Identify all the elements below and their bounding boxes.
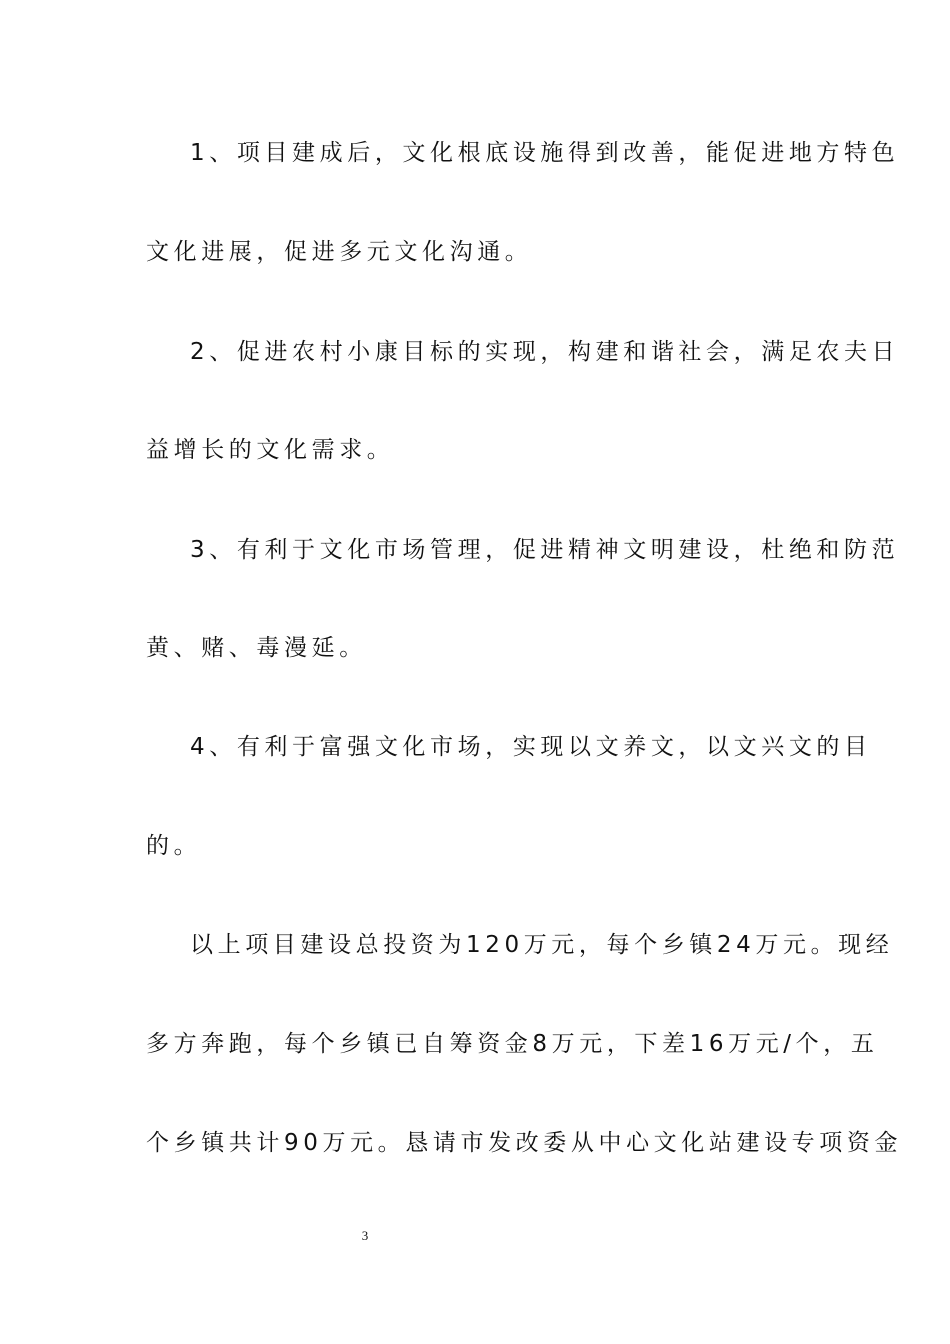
- paragraph-4-line-2: 的。: [146, 833, 202, 859]
- paragraph-5-line-3: 个乡镇共计90万元。恳请市发改委从中心文化站建设专项资金: [146, 1130, 903, 1156]
- paragraph-4-line-1: 4、有利于富强文化市场，实现以文养文，以文兴文的目: [190, 734, 872, 760]
- page-number: 3: [361, 1228, 369, 1243]
- paragraph-3-line-2: 黄、赌、毒漫延。: [146, 635, 367, 661]
- paragraph-5-line-2: 多方奔跑，每个乡镇已自筹资金8万元，下差16万元/个，五: [146, 1031, 879, 1057]
- paragraph-2-line-2: 益增长的文化需求。: [146, 437, 395, 463]
- paragraph-3-line-1: 3、有利于文化市场管理，促进精神文明建设，杜绝和防范: [190, 537, 900, 563]
- paragraph-2-line-1: 2、促进农村小康目标的实现，构建和谐社会，满足农夫日: [190, 339, 900, 365]
- paragraph-5-line-1: 以上项目建设总投资为120万元，每个乡镇24万元。现经: [190, 932, 894, 958]
- paragraph-1-line-2: 文化进展，促进多元文化沟通。: [146, 239, 533, 265]
- paragraph-1-line-1: 1、项目建成后，文化根底设施得到改善，能促进地方特色: [190, 140, 900, 166]
